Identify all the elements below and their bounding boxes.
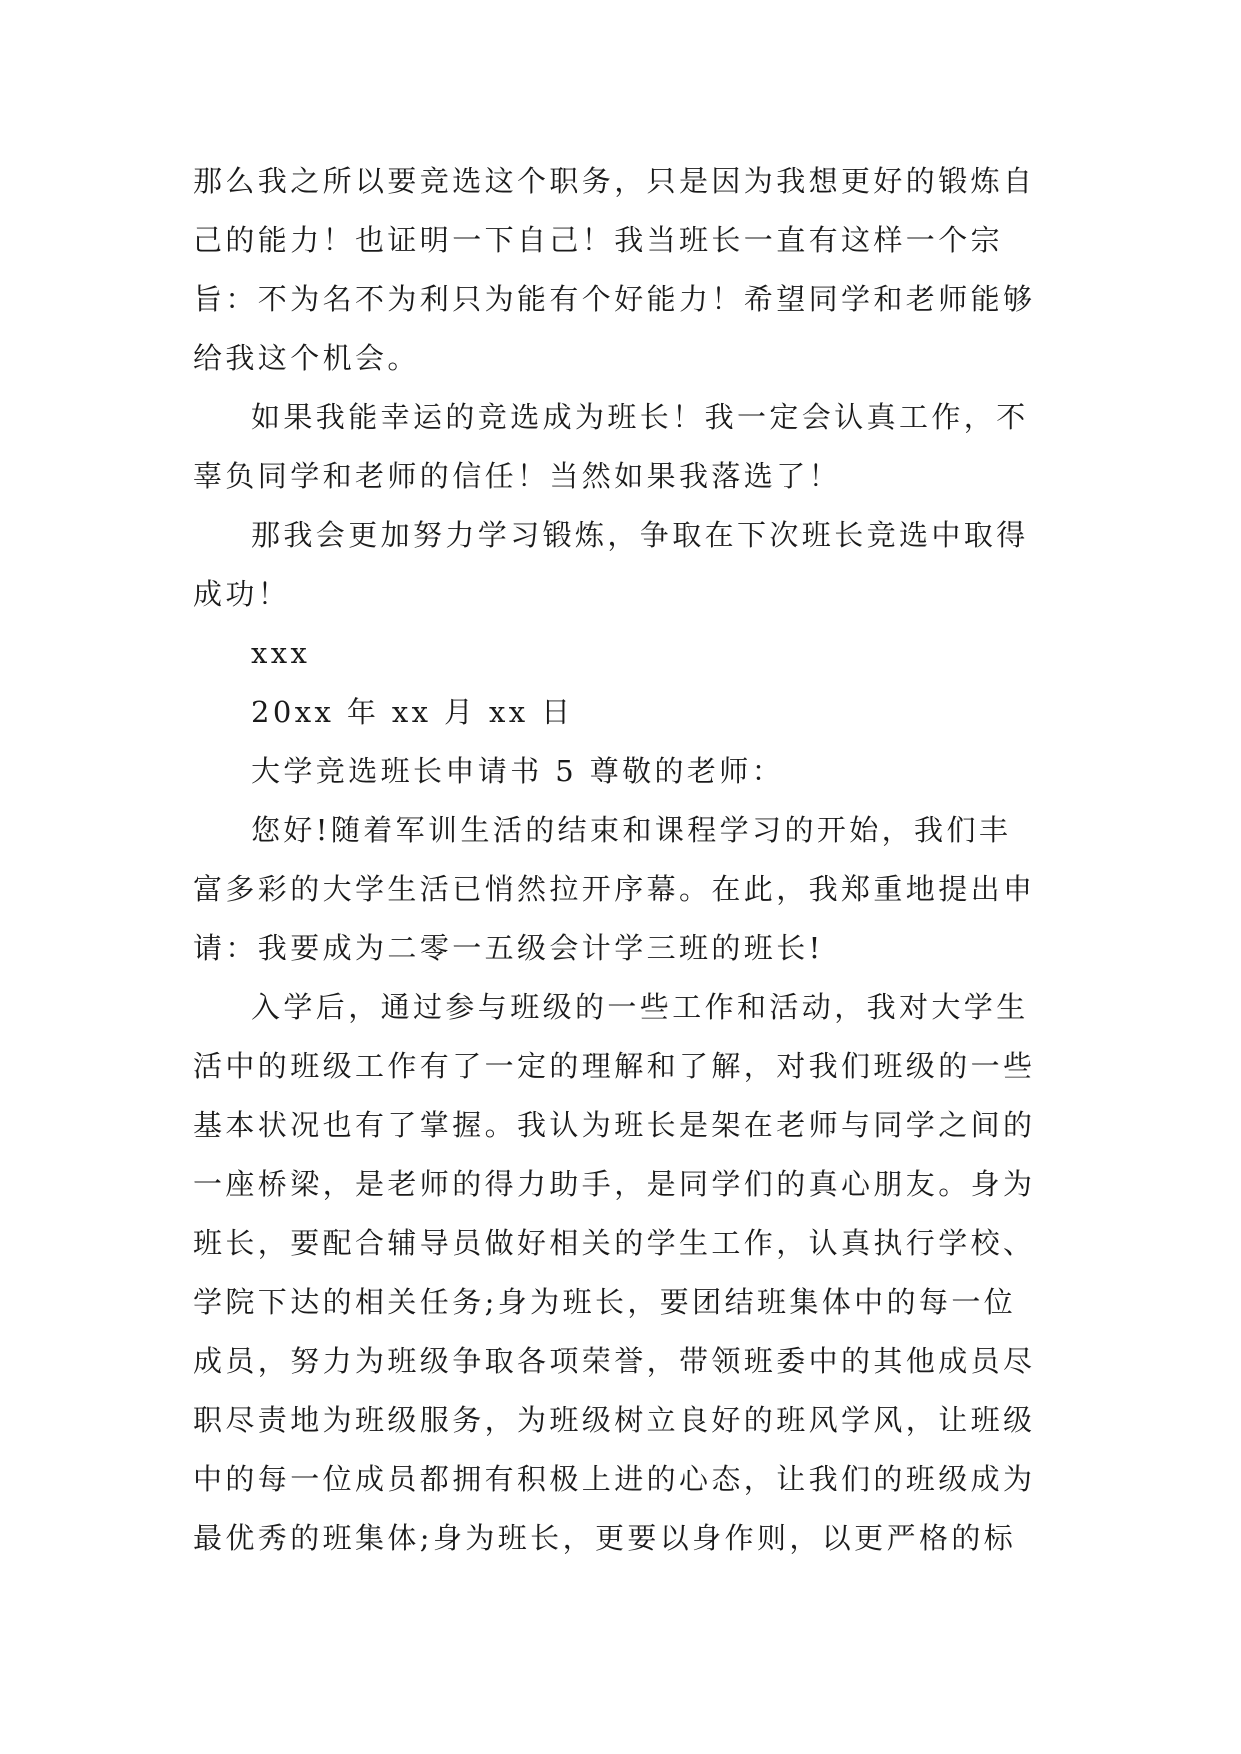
paragraph: [193, 801, 1063, 978]
text-line: 辜负同学和老师的信任！当然如果我落选了！: [193, 459, 842, 493]
text-line: 那么我之所以要竞选这个职务，只是因为我想更好的锻炼自: [193, 164, 1036, 198]
text-line: 入学后，通过参与班级的一些工作和活动，我对大学生: [251, 990, 1029, 1024]
text-line: 如果我能幸运的竞选成为班长！我一定会认真工作，不: [251, 400, 1029, 434]
text-line: 富多彩的大学生活已悄然拉开序幕。在此，我郑重地提出申: [193, 872, 1036, 906]
text-line: 学院下达的相关任务;身为班长，要团结班集体中的每一位: [193, 1285, 1017, 1319]
text-line: 20xx 年 xx 月 xx 日: [251, 695, 574, 729]
text-line: 职尽责地为班级服务，为班级树立良好的班风学风，让班级: [193, 1403, 1036, 1437]
paragraph: [193, 978, 1063, 1568]
text-line: 最优秀的班集体;身为班长，更要以身作则，以更严格的标: [193, 1521, 1017, 1555]
text-line: 给我这个机会。: [193, 341, 420, 375]
document-body: [193, 152, 1063, 1568]
paragraph: [193, 624, 1063, 683]
text-line: 活中的班级工作有了一定的理解和了解，对我们班级的一些: [193, 1049, 1036, 1083]
text-line: 您好!随着军训生活的结束和课程学习的开始，我们丰: [251, 813, 1012, 847]
text-line: 基本状况也有了掌握。我认为班长是架在老师与同学之间的: [193, 1108, 1036, 1142]
text-line: 那我会更加努力学习锻炼，争取在下次班长竞选中取得: [251, 518, 1029, 552]
paragraph: [193, 506, 1063, 624]
text-line: 请：我要成为二零一五级会计学三班的班长!: [193, 931, 824, 965]
text-line: 一座桥梁，是老师的得力助手，是同学们的真心朋友。身为: [193, 1167, 1036, 1201]
text-line: 班长，要配合辅导员做好相关的学生工作，认真执行学校、: [193, 1226, 1036, 1260]
paragraph: [193, 388, 1063, 506]
paragraph: [193, 742, 1063, 801]
text-line: 成功！: [193, 577, 291, 611]
text-line: xxx: [251, 636, 311, 670]
paragraph: [193, 683, 1063, 742]
text-line: 己的能力！也证明一下自己！我当班长一直有这样一个宗: [193, 223, 1004, 257]
text-line: 成员，努力为班级争取各项荣誉，带领班委中的其他成员尽: [193, 1344, 1036, 1378]
text-line: 中的每一位成员都拥有积极上进的心态，让我们的班级成为: [193, 1462, 1036, 1496]
text-line: 旨：不为名不为利只为能有个好能力！希望同学和老师能够: [193, 282, 1036, 316]
paragraph: [193, 152, 1063, 388]
text-line: 大学竞选班长申请书 5 尊敬的老师：: [251, 754, 785, 788]
